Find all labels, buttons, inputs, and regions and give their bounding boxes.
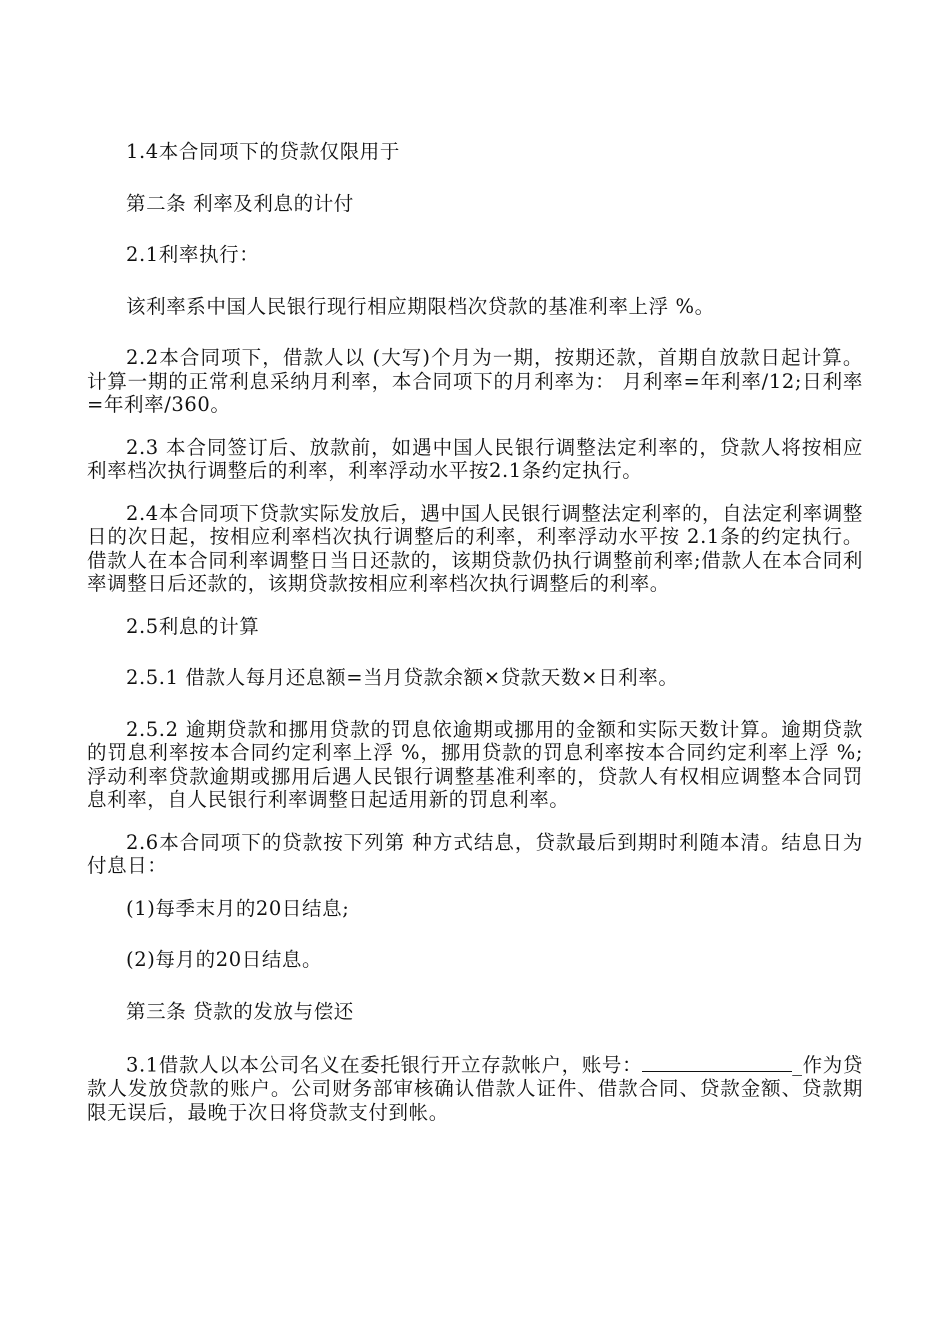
clause-2-1-text: 该利率系中国人民银行现行相应期限档次贷款的基准利率上浮 %。 — [126, 294, 715, 318]
clause-2-2: 2.2本合同项下，借款人以 (大写)个月为一期，按期还款，首期自放款日起计算。计算一期的正常利息采纳月利率，本合同项下的月利率为： 月利率=年利率/12;日利率=年利率/360。 — [87, 346, 863, 416]
clause-2-5-1: 2.5.1 借款人每月还息额=当月贷款余额×贷款天数×日利率。 — [126, 666, 679, 689]
clause-2-1: 2.1利率执行： — [126, 243, 260, 266]
article-2-heading: 第二条 利率及利息的计付 — [126, 191, 354, 215]
clause-3-1-rest: _作为贷款人发放贷款的账户。公司财务部审核确认借款人证件、借款合同、贷款金额、贷款期限无误后，最晚于次日将贷款支付到帐。 — [87, 1053, 863, 1124]
article-3-heading: 第三条 贷款的发放与偿还 — [126, 999, 354, 1023]
clause-3-1-lead: 3.1借款人以本公司名义在委托银行开立存款帐户，账号： — [126, 1053, 643, 1077]
clause-3-1 — [87, 1051, 863, 1124]
clause-2-6-option-1: (1)每季末月的20日结息; — [126, 896, 350, 920]
clause-2-5-2: 2.5.2 逾期贷款和挪用贷款的罚息依逾期或挪用的金额和实际天数计算。逾期贷款的罚息利率按本合同约定利率上浮 %，挪用贷款的罚息利率按本合同约定利率上浮 %;浮动利率贷款逾期或挪用后遇人民银行调整基准利率的，贷款人有权相应调整本合同罚息利率，自人民银行利率调整日起适用新的罚息利率。 — [87, 717, 863, 811]
document-page — [87, 140, 863, 1143]
clause-2-5: 2.5利息的计算 — [126, 614, 260, 638]
clause-2-4: 2.4本合同项下贷款实际发放后，遇中国人民银行调整法定利率的，自法定利率调整日的次日起，按相应利率档次执行调整后的利率，利率浮动水平按 2.1条的约定执行。借款人在本合同利率调整日当日还款的，该期贷款仍执行调整前利率;借款人在本合同利率调整日后还款的，该期贷款按相应利率档次执行调整后的利率。 — [87, 501, 863, 595]
clause-1-4: 1.4本合同项下的贷款仅限用于 — [126, 140, 401, 163]
clause-2-6: 2.6本合同项下的贷款按下列第 种方式结息，贷款最后到期时利随本清。结息日为付息日： — [87, 830, 863, 877]
clause-2-3: 2.3 本合同签订后、放款前，如遇中国人民银行调整法定利率的，贷款人将按相应利率档次执行调整后的利率，利率浮动水平按2.1条约定执行。 — [87, 435, 863, 482]
account-number-blank — [642, 1051, 792, 1072]
clause-2-6-option-2: (2)每月的20日结息。 — [126, 948, 323, 971]
